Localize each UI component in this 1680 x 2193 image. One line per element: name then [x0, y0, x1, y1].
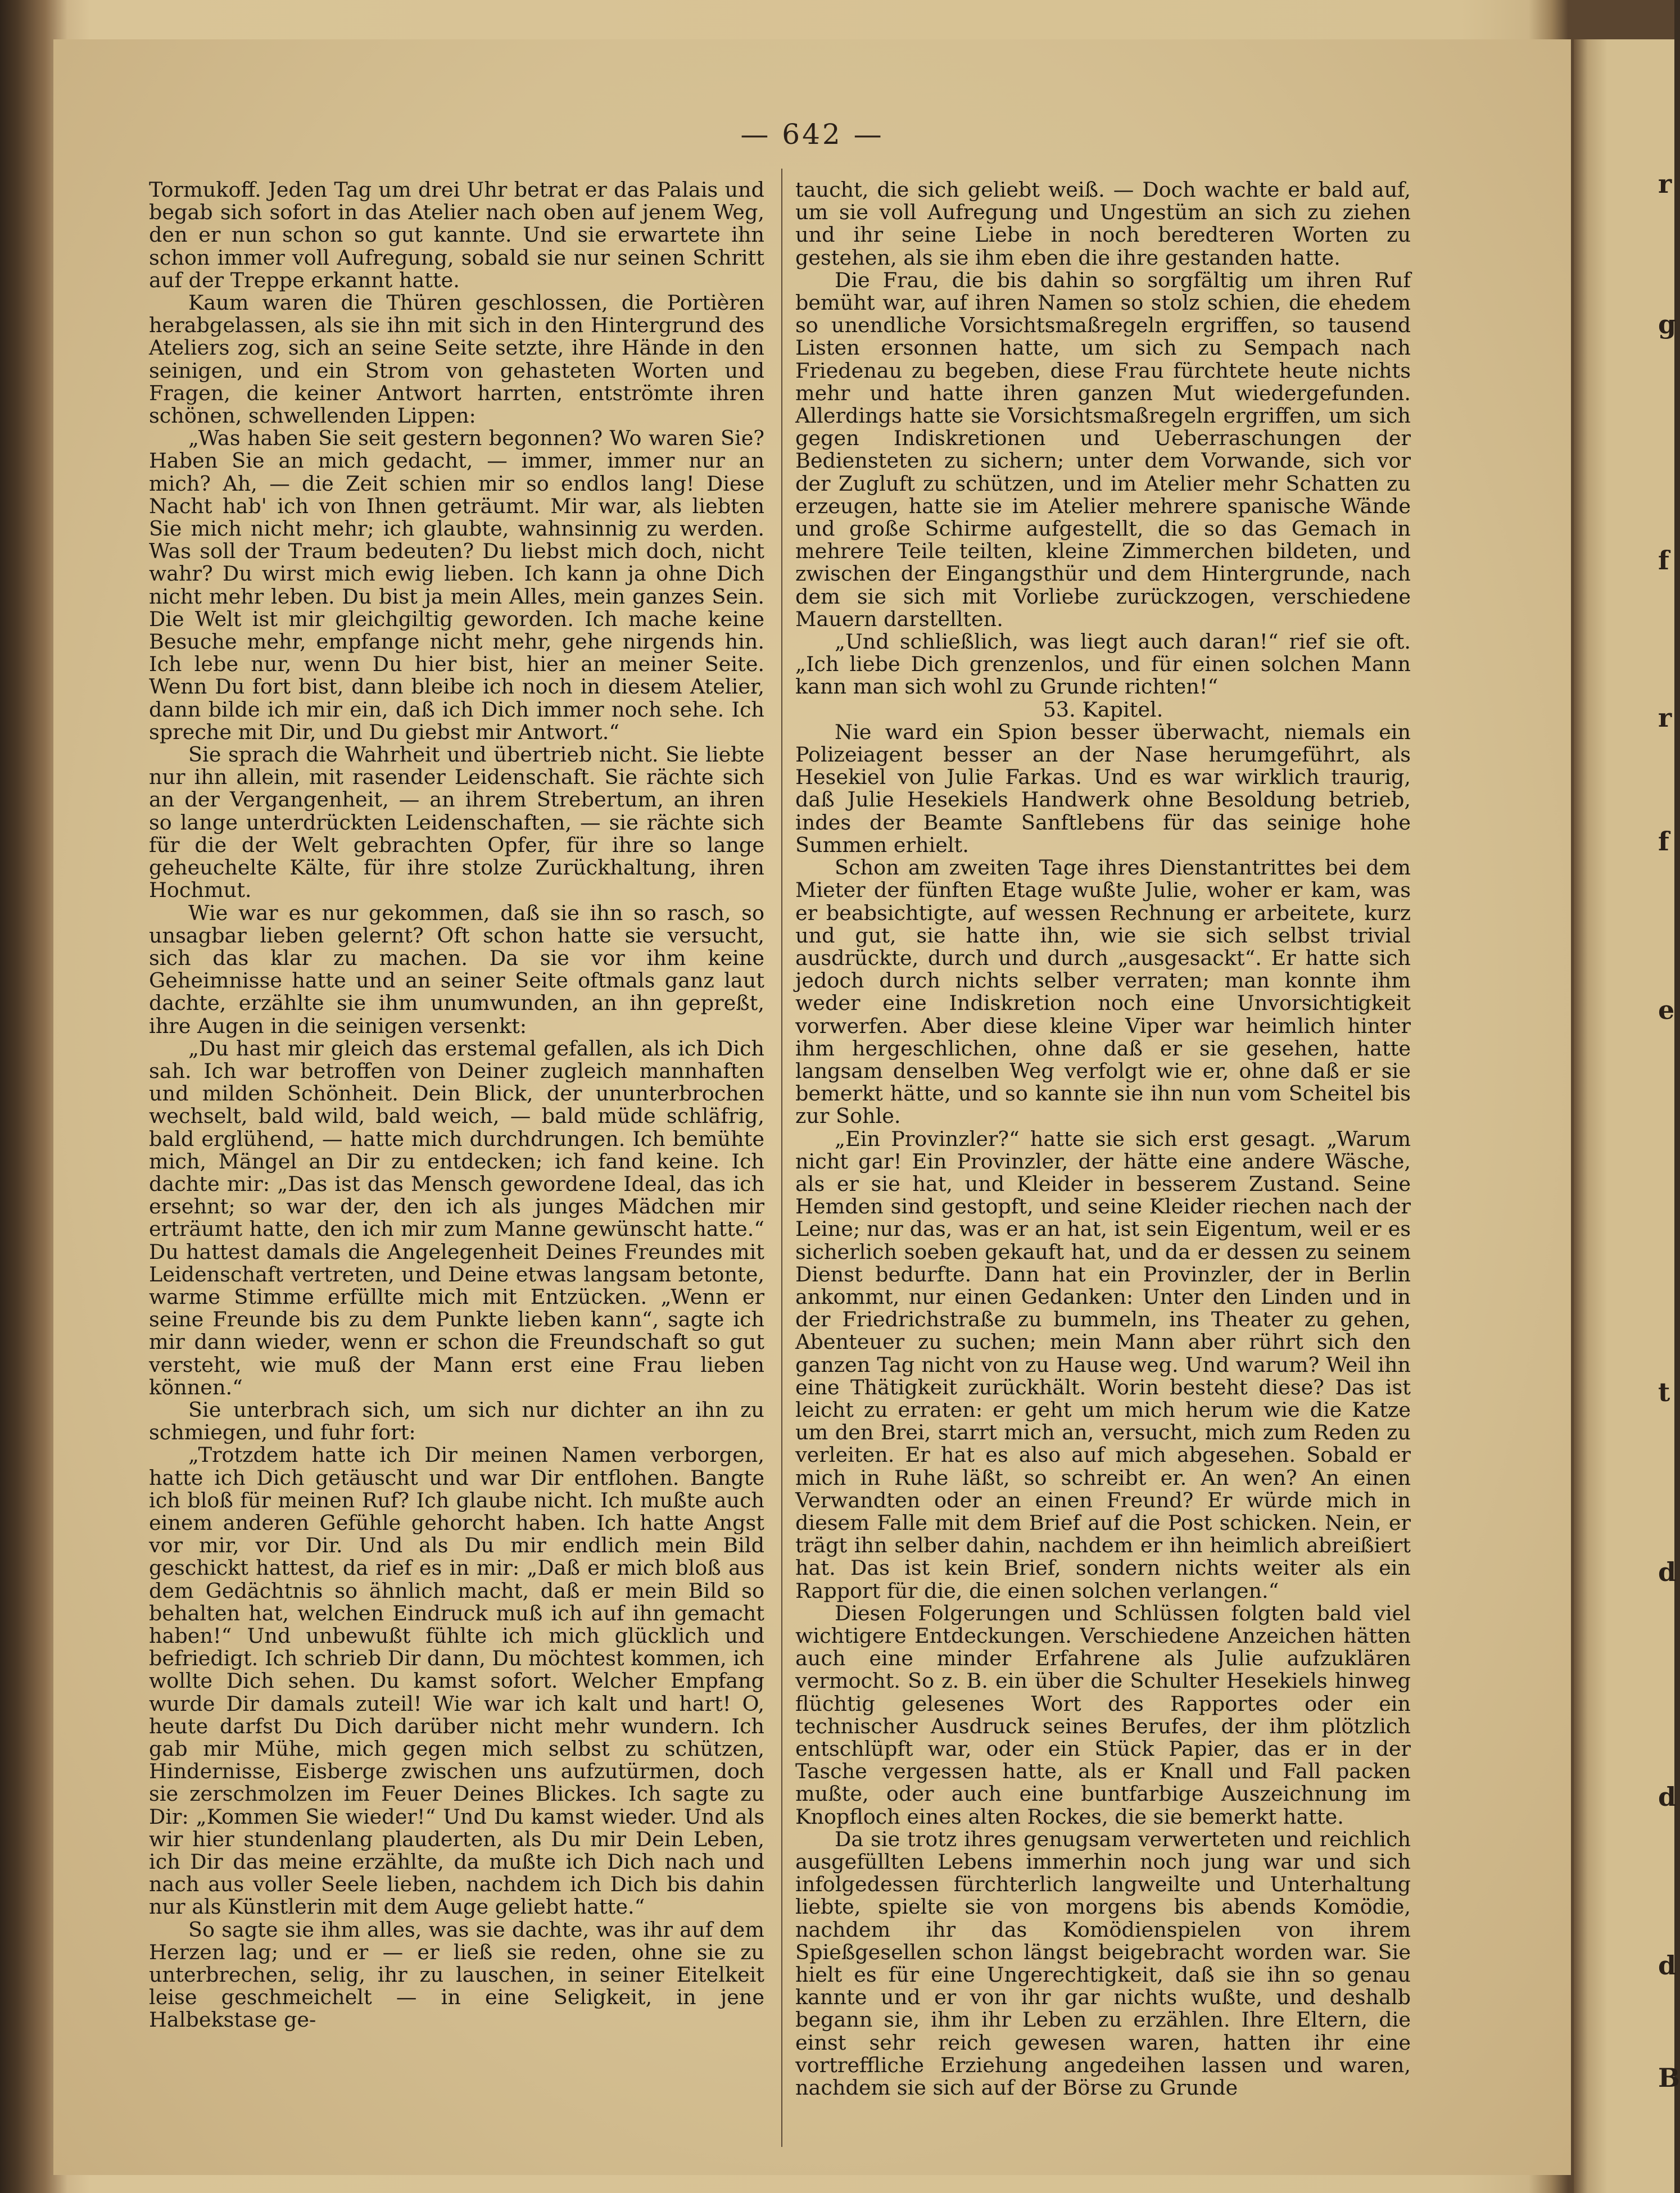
paragraph: Wie war es nur gekommen, daß sie ihn so rasch, so unsagbar lieben gelernt? Oft schon hatte sie versucht, sich das klar zu machen. Da sie vor ihm keine Geheimnisse hatte und an seiner Seite oftmals ganz laut dachte, erzählte sie ihm unumwunden, an ihn gepreßt, ihre Augen in die seinigen versenkt: — [149, 900, 764, 1038]
facing-page-fragment: r — [1658, 169, 1672, 199]
facing-page-fragment: B — [1658, 2063, 1680, 2093]
paragraph: Kaum waren die Thüren geschlossen, die Portièren herabgelassen, als sie ihn mit sich in den Hintergrund des Ateliers zog, sich an seine Seite setzte, ihre Hände in den seinigen, und ein Strom von gehasteten Worten und Fragen, die keiner Antwort harrten, entströmte ihren schönen, schwellenden Lippen: — [149, 291, 764, 428]
paragraph: Da sie trotz ihres genugsam verwerteten und reichlich ausgefüllten Lebens immerhin noch jung war und sich infolgedessen fürchterlich langweilte und Unterhaltung liebte, spielte sie von morgens bis abends Komödie, nachdem ihr das Komödienspielen von ihrem Spießgesellen schon längst beigebracht worden war. Sie hielt es für eine Ungerechtigkeit, daß sie ihn so genau kannte und er von ihr gar nichts wußte, und deshalb begann sie, ihm ihr Leben zu erzählen. Ihre Eltern, die einst sehr reich gewesen waren, hatten ihr eine vortreffliche Erziehung angedeihen lassen und waren, nachdem sie sich auf der Börse zu Grunde — [795, 1827, 1411, 2100]
paragraph: „Trotzdem hatte ich Dir meinen Namen verborgen, hatte ich Dich getäuscht und war Dir entflohen. Bangte ich bloß für meinen Ruf? Ich glaube nicht. Ich mußte auch einem anderen Gefühle gehorcht haben. Ich hatte Angst vor mir, vor Dir. Und als Du mir endlich mein Bild geschickt hattest, da rief es in mir: „Daß er mich bloß aus dem Gedächtnis so ähnlich macht, daß er mein Bild so behalten hat, welchen Eindruck muß ich auf ihn gemacht haben!“ Und unbewußt fühlte ich mich glücklich und befriedigt. Ich schrieb Dir dann, Du möchtest kommen, ich wollte Dich sehen. Du kamst sofort. Welcher Empfang wurde Dir damals zuteil! Wie war ich kalt und hart! O, heute darfst Du Dich darüber nicht mehr wundern. Ich gab mir Mühe, mich gegen mich selbst zu schützen, Hindernisse, Eisberge zwischen uns aufzutürmen, doch sie zerschmolzen im Feuer Deines Blickes. Ich sagte zu Dir: „Kommen Sie wieder!“ Und Du kamst wieder. Und als wir hier stundenlang plauderten, als Du mir Dein Leben, ich Dir das meine erzählte, da mußte ich Dich nach und nach aus voller Seele lieben, nachdem ich Dich bis dahin nur als Künstlerin mit dem Auge geliebt hatte.“ — [149, 1443, 764, 1919]
facing-page-fragment: g — [1658, 309, 1677, 339]
paragraph: Tormukoff. Jeden Tag um drei Uhr betrat er das Palais und begab sich sofort in das Atelier nach oben auf jenem Weg, den er nun schon so gut kannte. Und sie erwartete ihn schon immer voll Aufregung, sobald sie nur seinen Schritt auf der Treppe erkannt hatte. — [149, 178, 764, 292]
facing-page-fragment: e — [1658, 995, 1675, 1025]
paragraph: „Was haben Sie seit gestern begonnen? Wo waren Sie? Haben Sie an mich gedacht, — immer, immer nur an mich? Ah, — die Zeit schien mir so endlos lang! Diese Nacht hab' ich von Ihnen geträumt. Mir war, als liebten Sie mich nicht mehr; ich glaubte, wahnsinnig zu werden. Was soll der Traum bedeuten? Du liebst mich doch, nicht wahr? Du wirst mich ewig lieben. Ich kann ja ohne Dich nicht mehr leben. Du bist ja mein Alles, mein ganzes Sein. Die Welt ist mir gleichgiltig geworden. Ich mache keine Besuche mehr, empfange nicht mehr, gehe nirgends hin. Ich lebe nur, wenn Du hier bist, hier an meiner Seite. Wenn Du fort bist, dann bleibe ich noch in diesem Atelier, dann bilde ich mir ein, daß ich Dich immer noch sehe. Ich spreche mit Dir, und Du giebst mir Antwort.“ — [149, 426, 764, 744]
facing-page-fragment: d — [1658, 1557, 1677, 1587]
column-rule — [781, 169, 782, 2147]
paragraph: Die Frau, die bis dahin so sorgfältig um ihren Ruf bemüht war, auf ihren Namen so stolz schien, die ehedem so unendliche Vorsichtsmaßregeln ergriffen, so tausend Listen ersonnen hatte, um sich zu Sempach nach Friedenau zu begeben, diese Frau fürchtete heute nichts mehr und hatte ihren ganzen Mut wiedergefunden. Allerdings hatte sie Vorsichtsmaßregeln ergriffen, um sich gegen Indiskretionen und Ueberraschungen der Bediensteten zu sichern; unter dem Vorwande, sich vor der Zugluft zu schützen, und im Atelier mehr Schatten zu erzeugen, hatte sie im Atelier mehrere spanische Wände und große Schirme aufgestellt, die so das Gemach in mehrere Teile teilten, kleine Zimmerchen bildeten, und zwischen der Eingangsthür und dem Hintergrunde, nach dem sie sich mit Vorliebe zurückzogen, verschiedene Mauern darstellten. — [795, 268, 1411, 631]
paragraph: Schon am zweiten Tage ihres Dienstantrittes bei dem Mieter der fünften Etage wußte Julie, woher er kam, was er beabsichtigte, auf wessen Rechnung er arbeitete, kurz und gut, sie hatte ihn, wie sie sich selbst trivial ausdrückte, durch und durch „ausgesackt“. Er hatte sich jedoch durch nichts selber verraten; man konnte ihm weder eine Indiskretion noch eine Unvorsichtigkeit vorwerfen. Aber diese kleine Viper war heimlich hinter ihm hergeschlichen, ohne daß er sie gesehen, hatte langsam denselben Weg verfolgt wie er, ohne daß er sie bemerkt hätte, und so kannte sie ihn nun vom Scheitel bis zur Sohle. — [795, 855, 1411, 1129]
paragraph: Diesen Folgerungen und Schlüssen folgten bald viel wichtigere Entdeckungen. Verschiedene Anzeichen hätten auch eine minder Erfahrene als Julie aufzuklären vermocht. So z. B. ein über die Schulter Hesekiels hinweg flüchtig gelesenes Wort des Rapportes oder ein technischer Ausdruck seines Berufes, der ihm plötzlich entschlüpft war, oder ein Stück Papier, das er in der Tasche vergessen hatte, als er Knall und Fall packen mußte, oder auch eine buntfarbige Auszeichnung im Knopfloch eines alten Rockes, die sie bemerkt hatte. — [795, 1601, 1411, 1829]
left-column — [149, 179, 764, 2032]
paragraph: „Du hast mir gleich das erstemal gefallen, als ich Dich sah. Ich war betroffen von Deiner zugleich mannhaften und milden Schönheit. Dein Blick, der ununterbrochen wechselt, bald wild, bald weich, — bald müde schläfrig, bald erglühend, — hatte mich durchdrungen. Ich bemühte mich, Mängel an Dir zu entdecken; ich fand keine. Ich dachte mir: „Das ist das Mensch gewordene Ideal, das ich ersehnt; so war der, den ich als junges Mädchen mir erträumt hatte, den ich mir zum Manne gewünscht hatte.“ Du hattest damals die Angelegenheit Deines Freundes mit Leidenschaft vertreten, und Deine etwas langsam betonte, warme Stimme erfüllte mich mit Entzücken. „Wenn er seine Freunde bis zu dem Punkte lieben kann“, sagte ich mir dann wieder, wenn er schon die Freundschaft so gut versteht, wie muß der Mann erst eine Frau lieben können.“ — [149, 1036, 764, 1399]
right-column — [795, 179, 1411, 2099]
paragraph: taucht, die sich geliebt weiß. — Doch wachte er bald auf, um sie voll Aufregung und Ungestüm an sich zu ziehen und ihr seine Liebe in noch beredteren Worten zu gestehen, als sie ihm eben die ihre gestanden hatte. — [795, 178, 1411, 270]
page-number: — 642 — — [740, 118, 884, 151]
paragraph: Nie ward ein Spion besser überwacht, niemals ein Polizeiagent besser an der Nase herumgeführt, als Hesekiel von Julie Farkas. Und es war wirklich traurig, daß Julie Hesekiels Handwerk ohne Besoldung betrieb, indes der Beamte Sanftlebens für das seinige hohe Summen erhielt. — [795, 719, 1411, 857]
facing-page-fragment: t — [1658, 1377, 1670, 1407]
paragraph: Sie sprach die Wahrheit und übertrieb nicht. Sie liebte nur ihn allein, mit rasender Leidenschaft. Sie rächte sich an der Vergangenheit, — an ihrem Strebertum, an ihren so lange unterdrückten Leidenschaften, — sie rächte sich für die der Welt gebrachten Opfer, für ihre so lange geheuchelte Kälte, für ihre stolze Zurückhaltung, ihren Hochmut. — [149, 742, 764, 903]
facing-page-fragment: r — [1658, 703, 1672, 733]
facing-page-fragment: f — [1658, 826, 1669, 857]
paragraph: So sagte sie ihm alles, was sie dachte, was ihr auf dem Herzen lag; und er — er ließ sie reden, ohne sie zu unterbrechen, selig, ihr zu lauschen, in seiner Eitelkeit leise geschmeichelt — in eine Seligkeit, in jene Halbekstase ge- — [149, 1917, 764, 2032]
facing-page-edge — [1574, 39, 1680, 2193]
paragraph: „Ein Provinzler?“ hatte sie sich erst gesagt. „Warum nicht gar! Ein Provinzler, der hätte eine andere Wäsche, als er sie hat, und Kleider in besserem Zustand. Seine Hemden sind gestopft, und seine Kleider riechen nach der Leine; nur das, was er an hat, ist sein Eigentum, weil er es sicherlich soeben gekauft hat, und da er dessen zu seinem Dienst bedurfte. Dann hat ein Provinzler, der in Berlin ankommt, nur einen Gedanken: Unter den Linden und in der Friedrichstraße zu bummeln, ins Theater zu gehen, Abenteuer zu suchen; mein Mann aber rührt sich den ganzen Tag nicht von zu Hause weg. Und warum? Weil ihn eine Thätigkeit zurückhält. Worin besteht diese? Das ist leicht zu erraten: er geht um mich herum wie die Katze um den Brei, starrt mich an, versucht, mich zum Reden zu verleiten. Er hat es also auf mich abgesehen. Sobald er mich in Ruhe läßt, so schreibt er. An wen? An einen Verwandten oder an einen Freund? Er würde mich in diesem Falle mit dem Brief auf die Post schicken. Nein, er trägt ihn selber dahin, nachdem er ihn heimlich abreißiert hat. Das ist kein Brief, sondern nichts weiter als ein Rapport für die, die einen solchen verlangen.“ — [795, 1126, 1411, 1603]
facing-page-fragment: d — [1658, 1950, 1677, 1981]
facing-page-fragment: d — [1658, 1782, 1677, 1812]
paragraph: Sie unterbrach sich, um sich nur dichter an ihn zu schmiegen, und fuhr fort: — [149, 1397, 764, 1445]
paragraph: „Und schließlich, was liegt auch daran!“ rief sie oft. „Ich liebe Dich grenzenlos, und für einen solchen Mann kann man sich wohl zu Grunde richten!“ — [795, 629, 1411, 699]
chapter-heading: 53. Kapitel. — [1043, 697, 1163, 722]
facing-page-fragment: f — [1658, 545, 1669, 576]
